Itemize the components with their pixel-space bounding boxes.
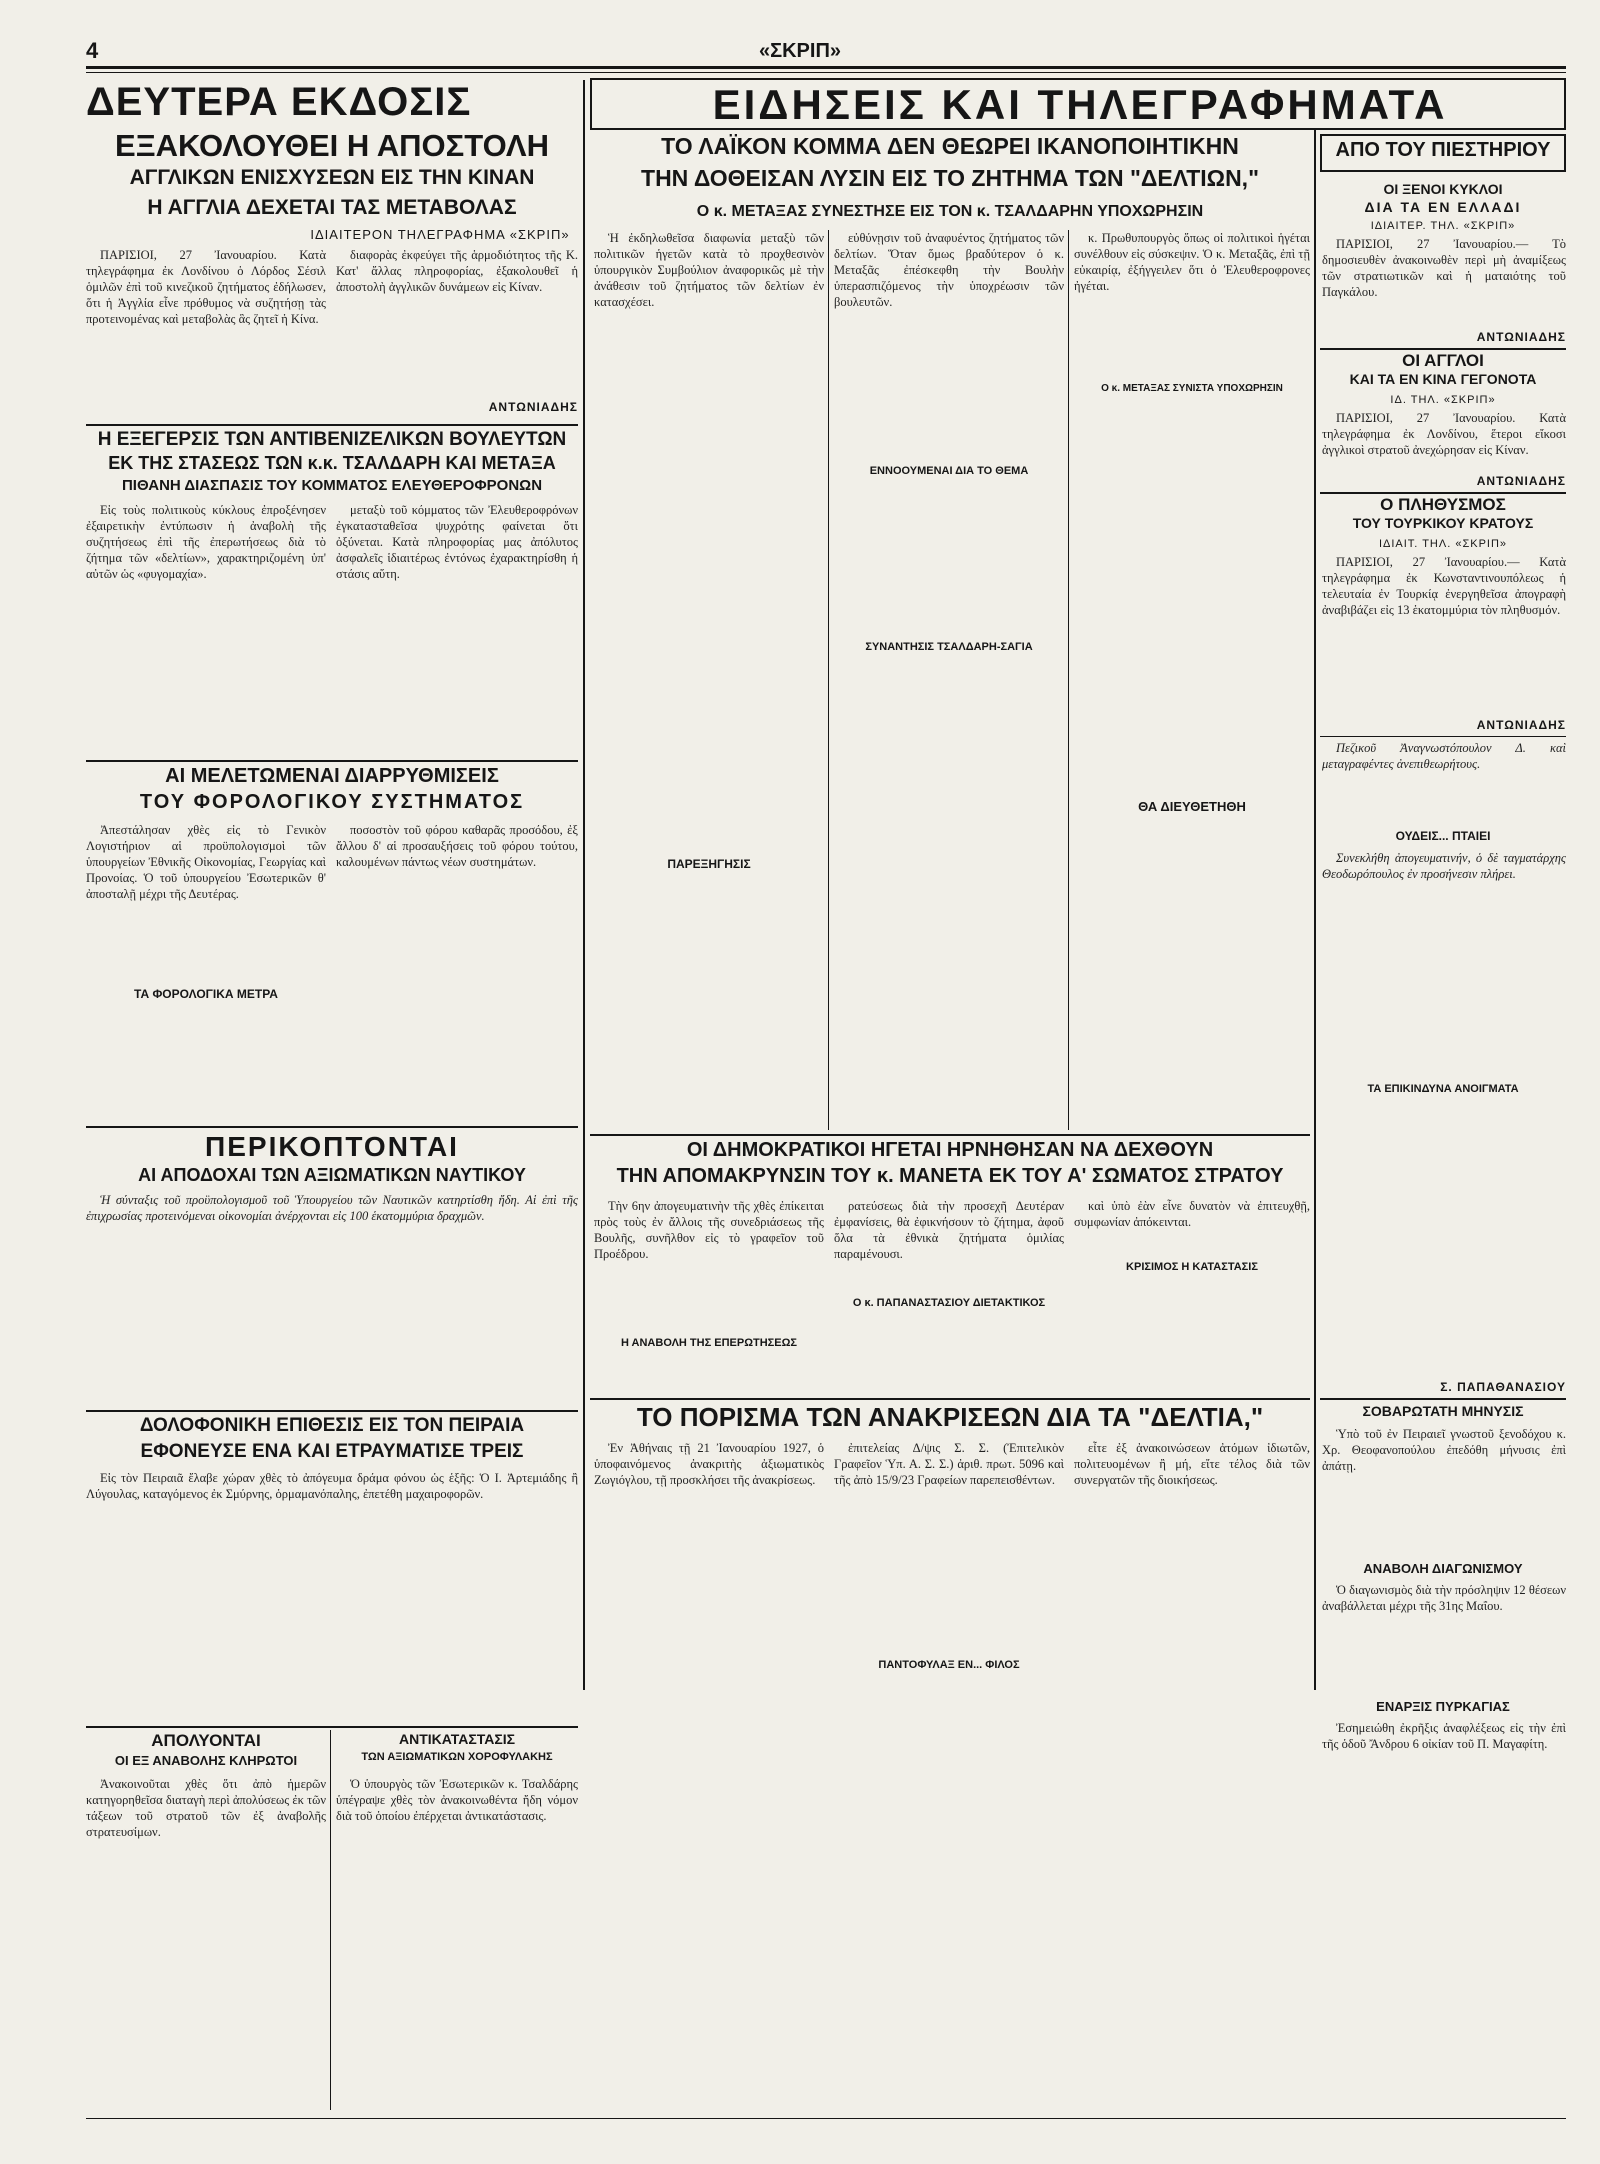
uprising-paragraph-a: Εἰς τοὺς πολιτικοὺς κύκλους ἐπροξένησεν ἐξαιρετικὴν ἐντύπωσιν ἡ ἀναβολὴ τῆς συζητήσεως ἐπὶ τῆς ἐπερωτήσεως διὰ τὸ ζήτημα τῶν «δελτίων», χαρακτηριζομένη ὑπ' αὐτῶν ὡς «φυγομαχία». <box>86 503 326 581</box>
people-col3-subhead-1: Ο κ. ΜΕΤΑΞΑΣ ΣΥΝΙΣΤΑ ΥΠΟΧΩΡΗΣΙΝ <box>1101 384 1283 394</box>
china-headline: ΕΞΑΚΟΛΟΥΘΕΙ Η ΑΠΟΣΤΟΛΗ <box>115 130 549 163</box>
press-text-6-p: Ὑπὸ τοῦ ἐν Πειραιεῖ γνωστοῦ ξενοδόχου κ. Χρ. Θεοφανοπούλου ἐπεδόθη μήνυσις ἐπὶ ἀπάτῃ. <box>1322 1427 1566 1473</box>
press-subhead-6: ΣΟΒΑΡΩΤΑΤΗ ΜΗΝΥΣΙΣ <box>1362 1404 1524 1419</box>
press-text-5-p: Συνεκλήθη ἀπογευματινήν, ὁ δὲ ταγματάρχης Θεοδωρόπουλος ἐν προσήνεσιν πλήρει. <box>1322 851 1566 881</box>
people-col2 <box>834 230 1064 460</box>
press-head-3a: Ο ΠΛΗΘΥΣΜΟΣ <box>1380 496 1506 514</box>
divider <box>590 1398 1310 1400</box>
press-text-8-p: Ἐσημειώθη ἐκρῆξις ἀναφλέξεως εἰς τὴν ἐπὶ τῆς ὁδοῦ Ἄνδρου 6 οἰκίαν τοῦ Π. Μαγαφίτη. <box>1322 1721 1566 1751</box>
people-col1 <box>594 230 824 850</box>
democrats-col3-text: καὶ ὑπὸ ἐὰν εἶνε δυνατὸν νὰ ἐπιτευχθῇ, συμφωνίαν ἀπόκεινται. <box>1074 1199 1310 1229</box>
uprising-headline-3: ΠΙΘΑΝΗ ΔΙΑΣΠΑΣΙΣ ΤΟΥ ΚΟΜΜΑΤΟΣ ΕΛΕΥΘΕΡΟΦΡΟΝΩΝ <box>121 478 543 494</box>
press-signature-1: ΑΝΤΩΝΙΑΔΗΣ <box>1476 330 1566 344</box>
piraeus-paragraph: Εἰς τὸν Πειραιᾶ ἔλαβε χώραν χθὲς τὸ ἀπόγευμα δράμα φόνου ὡς ἑξῆς: Ὁ Ι. Ἀρτεμιάδης ἢ Λύγουλας, καταγόμενος ἐκ Σμύρνης, ὁρμαμανόπαλης, ἐπετέθη μαχαιροφορῶν. <box>86 1471 578 1501</box>
press-text-1-p: ΠΑΡΙΣΙΟΙ, 27 Ἰανουαρίου.— Τὸ δημοσιευθὲν ἀνακοινωθὲν περὶ μὴ ἀναμίξεως τῶν στρατιωτικῶν καὶ ἡ ματαιότης τοῦ Παγκάλου. <box>1322 237 1566 299</box>
democrats-col3 <box>1074 1198 1310 1258</box>
column-divider <box>1314 130 1316 1690</box>
press-head-2b: ΚΑΙ ΤΑ ΕΝ ΚΙΝΑ ΓΕΓΟΝΟΤΑ <box>1349 372 1537 387</box>
people-headline-3: Ο κ. ΜΕΤΑΞΑΣ ΣΥΝΕΣΤΗΣΕ ΕΙΣ ΤΟΝ κ. ΤΣΑΛΔΑΡΗΝ ΥΠΟΧΩΡΗΣΙΝ <box>696 204 1204 220</box>
dancers-paragraph: Ὁ ὑπουργὸς τῶν Ἐσωτερικῶν κ. Τσαλδάρης ὑπέγραψε χθὲς τὸν ἀνακοινωθέντα ἤδη νόμον διὰ τοῦ ὁποίου ἐπέρχεται ἀντικατάστασις. <box>336 1777 578 1823</box>
tax-text-a <box>86 822 326 982</box>
democrats-col2-subhead: Ο κ. ΠΑΠΑΝΑΣΤΑΣΙΟΥ ΔΙΕΤΑΚΤΙΚΟΣ <box>852 1298 1046 1309</box>
press-text-2-p: ΠΑΡΙΣΙΟΙ, 27 Ἰανουαρίου. Κατὰ τηλεγράφημα ἐκ Λονδίνου, ἕτεροι εἴκοσι ἀγγλικοὶ στρατοῦ ἀνεχώρησαν εἰς Κίναν. <box>1322 411 1566 457</box>
inquiry-col1-text: Ἐν Ἀθήναις τῇ 21 Ἰανουαρίου 1927, ὁ ὑποφαινόμενος ἀνακριτὴς ἀξιωματικὸς Ζωγιόγλου, τῇ προσκλήσει τῆς ἀνακρίσεως. <box>594 1441 824 1487</box>
piraeus-headline-2: ΕΦΟΝΕΥΣΕ ΕΝΑ ΚΑΙ ΕΤΡΑΥΜΑΤΙΣΕ ΤΡΕΙΣ <box>140 1442 524 1462</box>
inquiry-col2-subhead: ΠΑΝΤΟΦΥΛΑΞ ΕΝ... ΦΙΛΟΣ <box>878 1660 1020 1671</box>
people-col3-text: κ. Πρωθυπουργὸς ὅπως οἱ πολιτικοὶ ἡγέται συνέλθουν εἰς σύσκεψιν. Ὁ κ. Μεταξᾶς, ἐπὶ τῇ εὐκαιρίᾳ, ἐξήγγειλεν ὅτι ὁ Ἐλευθεροφρονες ἠγέται. <box>1074 231 1310 293</box>
press-signature-5: Σ. ΠΑΠΑΘΑΝΑΣΙΟΥ <box>1440 1380 1566 1394</box>
section-title-news: ΕΙΔΗΣΕΙΣ ΚΑΙ ΤΗΛΕΓΡΑΦΗΜΑΤΑ <box>712 81 1448 128</box>
tax-subhead: ΤΑ ΦΟΡΟΛΟΓΙΚΑ ΜΕΤΡΑ <box>134 988 278 1001</box>
dancers-text <box>336 1776 578 2106</box>
china-headline-3: Η ΑΓΓΛΙΑ ΔΕΧΕΤΑΙ ΤΑΣ ΜΕΤΑΒΟΛΑΣ <box>147 197 517 219</box>
uprising-headline-2: ΕΚ ΤΗΣ ΣΤΑΣΕΩΣ ΤΩΝ κ.κ. ΤΣΑΛΔΑΡΗ ΚΑΙ ΜΕΤΑΞΑ <box>108 454 556 473</box>
divider <box>86 1726 578 1728</box>
press-text-7 <box>1322 1582 1566 1692</box>
china-cont-text: διαφορὰς ἐκφεύγει τῆς ἁρμοδιότητος τῆς Κ. Κατ' ἄλλας πληροφορίας, ἐξακολουθεῖ ἡ ἀποστολὴ ἀγγλικῶν δυνάμεων εἰς Κίναν. <box>336 248 578 294</box>
uprising-text-b <box>336 502 578 752</box>
inquiry-headline: ΤΟ ΠΟΡΙΣΜΑ ΤΩΝ ΑΝΑΚΡΙΣΕΩΝ ΔΙΑ ΤΑ "ΔΕΛΤΙΑ," <box>636 1404 1264 1432</box>
dancers-headline: ΑΝΤΙΚΑΤΑΣΤΑΣΙΣ <box>398 1732 516 1747</box>
tax-headline: ΑΙ ΜΕΛΕΤΩΜΕΝΑΙ ΔΙΑΡΡΥΘΜΙΣΕΙΣ <box>165 766 499 787</box>
column-divider <box>583 80 585 1690</box>
press-subhead-2: ΔΙΑ ΤΑ ΕΝ ΕΛΛΑΔΙ <box>1364 200 1522 215</box>
navy-paragraph: Ἡ σύνταξις τοῦ προϋπολογισμοῦ τοῦ Ὑπουργείου τῶν Ναυτικῶν κατηρτίσθη ἤδη. Αἱ ἐπὶ τῆς ἐπιχρωσίας προτεινόμεναι οἰκονομίαι ἀνέρχονται εἰς 100 ἑκατομμύρια δραχμῶν. <box>86 1193 578 1223</box>
press-text-7-p: Ὁ διαγωνισμὸς διὰ τὴν πρόσληψιν 12 θέσεων ἀναβάλλεται μέχρι τῆς 31ης Μαΐου. <box>1322 1583 1566 1613</box>
navy-headline-2: ΑΙ ΑΠΟΔΟΧΑΙ ΤΩΝ ΑΞΙΩΜΑΤΙΚΩΝ ΝΑΥΤΙΚΟΥ <box>138 1166 526 1185</box>
masthead-rule-thin <box>86 72 1566 73</box>
inquiry-col1 <box>594 1440 824 1690</box>
dismiss-headline-2: ΟΙ ΕΞ ΑΝΑΒΟΛΗΣ ΚΛΗΡΩΤΟΙ <box>114 1754 298 1768</box>
column-divider <box>828 230 829 1130</box>
press-subhead-1: ΟΙ ΞΕΝΟΙ ΚΥΚΛΟΙ <box>1383 182 1503 197</box>
press-text-5 <box>1322 850 1566 1020</box>
dancers-headline-2: ΤΩΝ ΑΞΙΩΜΑΤΙΚΩΝ ΧΟΡΟΦΥΛΑΚΗΣ <box>361 1752 553 1763</box>
people-col2-subhead-2: ΣΥΝΑΝΤΗΣΙΣ ΤΣΑΛΔΑΡΗ-ΣΑΓΙΑ <box>865 642 1033 653</box>
divider <box>86 1126 578 1128</box>
press-subhead-8: ΕΝΑΡΞΙΣ ΠΥΡΚΑΓΙΑΣ <box>1376 1700 1510 1714</box>
press-subhead-5: ΤΑ ΕΠΙΚΙΝΔΥΝΑ ΑΝΟΙΓΜΑΤΑ <box>1367 1084 1519 1095</box>
dismiss-paragraph: Ἀνακοινοῦται χθὲς ὅτι ἀπὸ ἡμερῶν κατηγορηθεῖσα διαταγὴ περὶ ἀπολύσεως ἐκ τῶν τάξεων τοῦ στρατοῦ τῶν ἐξ ἀναβολῆς στρατευσίμων. <box>86 1777 326 1839</box>
divider <box>1320 1398 1566 1400</box>
press-signature-3: ΑΝΤΩΝΙΑΔΗΣ <box>1476 718 1566 732</box>
democrats-col3-subhead: ΚΡΙΣΙΜΟΣ Η ΚΑΤΑΣΤΑΣΙΣ <box>1126 1262 1258 1273</box>
people-headline-2: ΤΗΝ ΔΟΘΕΙΣΑΝ ΛΥΣΙΝ ΕΙΣ ΤΟ ΖΗΤΗΜΑ ΤΩΝ "ΔΕΛΤΙΩΝ," <box>641 166 1259 191</box>
column-divider <box>1068 230 1069 1130</box>
inquiry-col3 <box>1074 1440 1310 1690</box>
piraeus-text <box>86 1470 578 1720</box>
press-text-6 <box>1322 1426 1566 1556</box>
dismiss-text <box>86 1776 326 2106</box>
press-byline-3: ΙΔΙΑΙΤ. ΤΗΛ. «ΣΚΡΙΠ» <box>1378 538 1508 550</box>
inquiry-col2-text: ἐπιτελείας Δ/ψις Σ. Σ. (Ἐπιτελικὸν Γραφεῖον Ὑπ. Α. Σ. Σ.) ἀριθ. πρωτ. 5096 καὶ τῆς ἀπὸ 15/9/23 Γραφείων παρεπεισθέντων. <box>834 1441 1064 1487</box>
divider <box>1320 736 1566 737</box>
china-lead <box>86 247 326 415</box>
press-subhead-7: ΑΝΑΒΟΛΗ ΔΙΑΓΩΝΙΣΜΟΥ <box>1363 1562 1523 1576</box>
navy-headline: ΠΕΡΙΚΟΠΤΟΝΤΑΙ <box>205 1132 459 1162</box>
china-byline: ΙΔΙΑΙΤΕΡΟΝ ΤΗΛΕΓΡΑΦΗΜΑ «ΣΚΡΙΠ» <box>310 227 570 242</box>
people-headline: ΤΟ ΛΑΪΚΟΝ ΚΟΜΜΑ ΔΕΝ ΘΕΩΡΕΙ ΙΚΑΝΟΠΟΙΗΤΙΚΗΝ <box>661 134 1239 159</box>
press-text-4-p: Πεζικοῦ Ἀναγνωστόπουλον Δ. καὶ μεταγραφέντες ἀνεπιθεωρήτους. <box>1322 741 1566 771</box>
press-subhead-4: ΟΥΔΕΙΣ... ΠΤΑΙΕΙ <box>1395 830 1491 843</box>
section-title-second-edition: ΔΕΥΤΕΡΑ ΕΚΔΟΣΙΣ <box>86 80 472 124</box>
press-signature-2: ΑΝΤΩΝΙΑΔΗΣ <box>1476 474 1566 488</box>
divider <box>86 760 578 762</box>
china-headline-2: ΑΓΓΛΙΚΩΝ ΕΝΙΣΧΥΣΕΩΝ ΕΙΣ ΤΗΝ ΚΙΝΑΝ <box>129 167 535 189</box>
press-head-2a: ΟΙ ΑΓΓΛΟΙ <box>1402 352 1484 370</box>
page-bottom-rule <box>86 2118 1566 2119</box>
democrats-col1 <box>594 1198 824 1328</box>
democrats-col2-text: ρατεύσεως διὰ τὴν προσεχῆ Δευτέραν ἐμφανίσεις, θὰ ἐφικνήσουν τὸ ζήτημα, ἀφοῦ ὅλα τὰ ἐθνικὰ ζητήματα ὁμιλίας παραμένουσι. <box>834 1199 1064 1261</box>
divider <box>1320 492 1566 494</box>
people-col2-subhead-1: ΕΝΝΟΟΥΜΕΝΑΙ ΔΙΑ ΤΟ ΘΕΜΑ <box>869 466 1029 477</box>
china-lead-text: ΠΑΡΙΣΙΟΙ, 27 Ἰανουαρίου. Κατὰ τηλεγράφημα ἐκ Λονδίνου ὁ Λόρδος Σέσιλ ὁμιλῶν ἐπὶ τοῦ κινεζικοῦ ζητήματος ἐδήλωσεν, ὅτι ἡ Ἀγγλία εἶνε πρόθυμος νὰ συζητήσῃ τὰς προτεινομένας καὶ μεταβολὰς ἃς ζητεῖ ἡ Κίνα. <box>86 248 326 326</box>
china-cont <box>336 247 578 397</box>
democrats-col1-text: Τὴν 6ην ἀπογευματινὴν τῆς χθὲς ἐπίκειται πρὸς τοὺς ἐν ἄλλοις τῆς συνεδριάσεως τῆς Βουλῆς, συνῆλθον εἰς τὸ γραφεῖον τοῦ Προέδρου. <box>594 1199 824 1261</box>
china-signature: ΑΝΤΩΝΙΑΔΗΣ <box>488 400 578 414</box>
piraeus-headline: ΔΟΛΟΦΟΝΙΚΗ ΕΠΙΘΕΣΙΣ ΕΙΣ ΤΟΝ ΠΕΙΡΑΙΑ <box>139 1416 525 1436</box>
uprising-paragraph-b: μεταξὺ τοῦ κόμματος τῶν Ἐλευθεροφρόνων ἐγκατασταθεῖσα ψυχρότης φαίνεται ὅτι ὀξύνεται. Κατὰ πληροφορίας μας ἀπόλυτος ἀσφαλεῖς ἱδιαιτέρως ἐντόνως ἐχαρακτηρίσθη ἡ στάσις αὕτη. <box>336 503 578 581</box>
press-text-2 <box>1322 410 1566 470</box>
divider <box>590 1134 1310 1136</box>
press-headline: ΑΠΟ ΤΟΥ ΠΙΕΣΤΗΡΙΟΥ <box>1335 140 1551 161</box>
people-col3-subhead-2: ΘΑ ΔΙΕΥΘΕΤΗΘΗ <box>1138 800 1246 814</box>
people-col1-text: Ἡ ἐκδηλωθεῖσα διαφωνία μεταξὺ τῶν πολιτικῶν ἡγετῶν κατὰ τὸ προχθεσινὸν ὑπουργικὸν Συμβούλιον ἀναφορικῶς μὲ τὴν ἀνάθεσιν τοῦ ζητήματος τῶν δελτίων ἐν κατασχέσει. <box>594 231 824 309</box>
column-divider-small <box>330 1730 331 2110</box>
tax-paragraph-a: Ἀπεστάλησαν χθὲς εἰς τὸ Γενικὸν Λογιστήριον αἱ προϋπολογισμοὶ τῶν ὑπουργείων Ἐθνικῆς Οἰκονομίας, Γεωργίας καὶ Προνοίας. Ὁ τοῦ ὑπουργείου Ἐσωτερικῶν θ' ἀποσταλῇ μέχρι τῆς Δευτέρας. <box>86 823 326 901</box>
press-text-4 <box>1322 740 1566 824</box>
democrats-headline-2: ΤΗΝ ΑΠΟΜΑΚΡΥΝΣΙΝ ΤΟΥ κ. ΜΑΝΕΤΑ ΕΚ ΤΟΥ Α' ΣΩΜΑΤΟΣ ΣΤΡΑΤΟΥ <box>616 1166 1284 1187</box>
press-text-1 <box>1322 236 1566 326</box>
divider <box>1320 348 1566 350</box>
uprising-headline: Η ΕΞΕΓΕΡΣΙΣ ΤΩΝ ΑΝΤΙΒΕΝΙΖΕΛΙΚΩΝ ΒΟΥΛΕΥΤΩΝ <box>97 430 567 450</box>
press-byline-2: ΙΔ. ΤΗΛ. «ΣΚΡΙΠ» <box>1390 394 1496 406</box>
democrats-headline: ΟΙ ΔΗΜΟΚΡΑΤΙΚΟΙ ΗΓΕΤΑΙ ΗΡΝΗΘΗΣΑΝ ΝΑ ΔΕΧΘΟΥΝ <box>686 1140 1214 1161</box>
press-text-3 <box>1322 554 1566 714</box>
press-text-8 <box>1322 1720 1566 1780</box>
tax-paragraph-b: ποσοστὸν τοῦ φόρου καθαρᾶς προσόδου, ἐξ ἄλλου δ' αἱ προσαυξήσεις τοῦ φόρου τούτου, καλουμένων πάντως νέων συστημάτων. <box>336 823 578 869</box>
democrats-col1-subhead: Η ΑΝΑΒΟΛΗ ΤΗΣ ΕΠΕΡΩΤΗΣΕΩΣ <box>620 1338 798 1349</box>
masthead-rule <box>86 66 1566 69</box>
dismiss-headline: ΑΠΟΛΥΟΝΤΑΙ <box>151 1732 261 1750</box>
tax-text-b <box>336 822 578 1002</box>
inquiry-col2 <box>834 1440 1064 1650</box>
people-col2-text: εὐθύνῃσιν τοῦ ἀναφυέντος ζητήματος τῶν δελτίων. Ὅταν ὅμως βραδύτερον ὁ κ. Μεταξᾶς ἐπέσκεφθη τὴν Βουλὴν ὑπερασπιζόμενος τὴν ὑποχρέωσιν τῶν βουλευτῶν. <box>834 231 1064 309</box>
uprising-text-a <box>86 502 326 752</box>
tax-headline-2: ΤΟΥ ΦΟΡΟΛΟΓΙΚΟΥ ΣΥΣΤΗΜΑΤΟΣ <box>139 792 525 813</box>
page-number: 4 <box>86 38 99 63</box>
inquiry-col3-text: εἶτε ἐξ ἀνακοινώσεων ἀτόμων ἰδιωτῶν, πολιτευομένων ἢ μή, εἴτε τέλος διὰ τῶν συνεργατῶν τῆς διοικήσεως. <box>1074 1441 1310 1487</box>
paper-name: «ΣΚΡΙΠ» <box>758 40 842 62</box>
people-col1-subhead: ΠΑΡΕΞΗΓΗΣΙΣ <box>667 858 751 871</box>
divider <box>86 1410 578 1412</box>
press-text-3-p: ΠΑΡΙΣΙΟΙ, 27 Ἰανουαρίου.— Κατὰ τηλεγράφημα ἐκ Κωνσταντινουπόλεως ἡ τελευταία ἐν Τουρκίᾳ ἐνεργηθεῖσα ἀπογραφὴ ἀναβιβάζει εἰς 13 ἑκατομμύρια τὸν πληθυσμόν. <box>1322 555 1566 617</box>
people-col3 <box>1074 230 1310 380</box>
press-byline-1: ΙΔΙΑΙΤΕΡ. ΤΗΛ. «ΣΚΡΙΠ» <box>1370 220 1516 232</box>
divider <box>86 424 578 426</box>
press-head-3b: ΤΟΥ ΤΟΥΡΚΙΚΟΥ ΚΡΑΤΟΥΣ <box>1352 516 1534 531</box>
navy-text <box>86 1192 578 1402</box>
